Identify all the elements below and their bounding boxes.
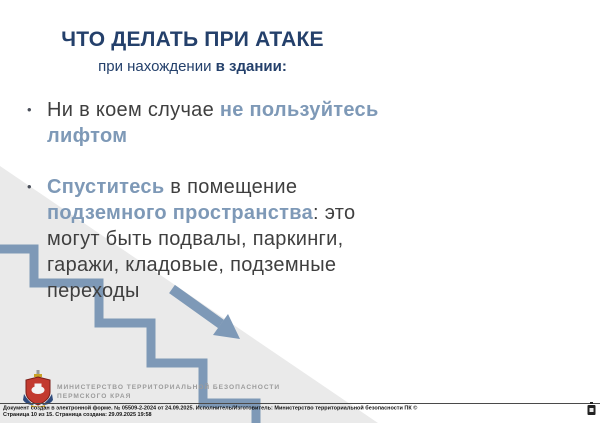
document-seal-icon	[585, 401, 598, 416]
list-item	[27, 97, 389, 149]
footer-divider	[0, 403, 600, 404]
bullet-text	[47, 97, 389, 149]
bullet2-accent2: подземного пространства	[47, 202, 314, 224]
bullet-marker: •	[27, 179, 32, 194]
bullet-text	[47, 174, 389, 304]
bullet-marker: •	[27, 102, 32, 117]
slide-title: ЧТО ДЕЛАТЬ ПРИ АТАКЕ	[61, 28, 324, 51]
bullet1-accent: не пользуйтесь лифтом	[47, 99, 379, 147]
ministry-line2: ПЕРМСКОГО КРАЯ	[57, 392, 132, 400]
list-item	[27, 174, 389, 304]
subtitle-normal: при нахождении	[98, 58, 216, 75]
bullet-list	[27, 97, 389, 329]
bullet2-normal2: : это могут быть подвалы, паркинги, гаражи, кладовые, подземные переходы	[47, 202, 356, 302]
ministry-line1: МИНИСТЕРСТВО ТЕРРИТОРИАЛЬНОЙ БЕЗОПАСНОСТИ	[57, 383, 281, 391]
perm-krai-coat-of-arms-icon	[21, 370, 55, 407]
doc-stamp-text	[3, 405, 563, 423]
bullet2-accent1: Спуститесь	[47, 176, 165, 198]
subtitle-bold: в здании:	[215, 58, 287, 75]
doc-stamp-line1: Документ создан в электронной форме. № 05509-2-2024 от 24.09.2025. Исполнитель/Изготовитель: Министерство территориальной безопасности ПК ©	[3, 405, 418, 411]
bullet2-normal1: в помещение	[164, 176, 298, 198]
slide-subtitle	[20, 57, 365, 76]
title-block	[20, 27, 365, 76]
bullet1-normal: Ни в коем случае	[47, 99, 220, 121]
doc-stamp-line2: Страница 10 из 15. Страница создана: 29.09.2025 19:58	[3, 411, 152, 418]
